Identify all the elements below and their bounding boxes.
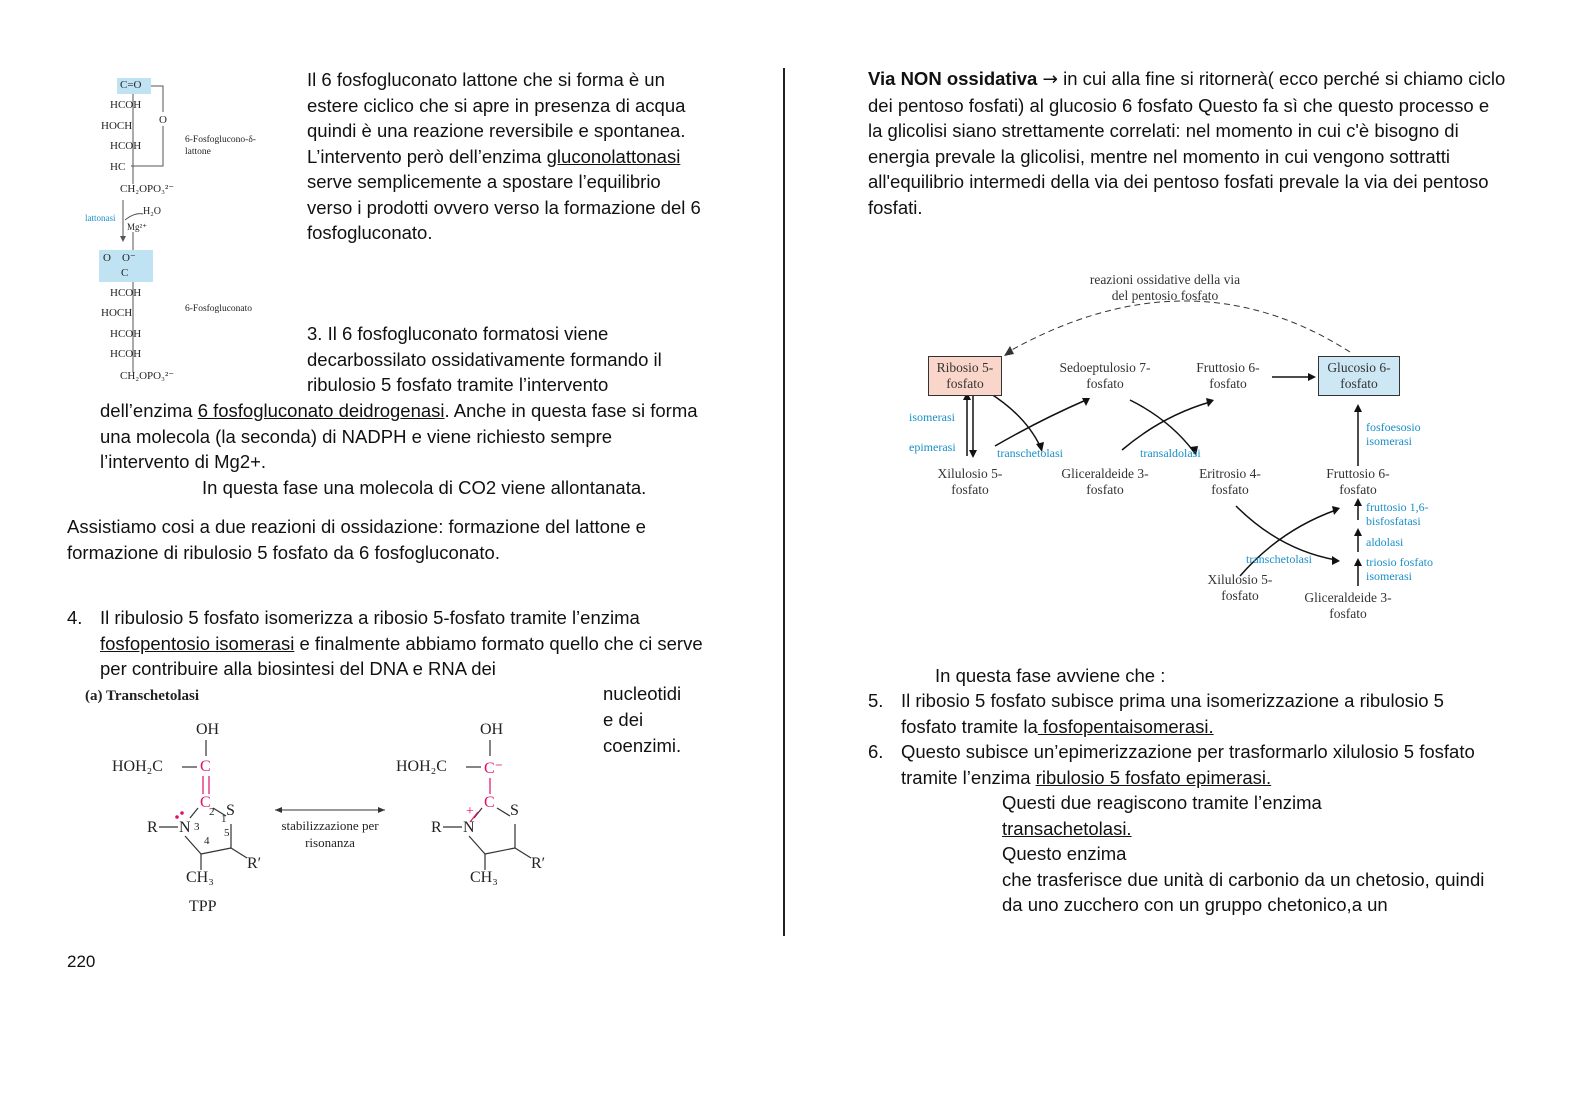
deidrogenasi-link: 6 fosfogluconato deidrogenasi (197, 400, 445, 421)
fosfoesosio-label: fosfoesosio isomerasi (1366, 420, 1421, 448)
item-4-text (100, 605, 710, 682)
final-text-2: Questo enzima (1002, 843, 1127, 864)
tpp2-sulfur: S (510, 802, 519, 819)
gluconate-line-3: HCOH (110, 328, 142, 340)
tpp-num-2: 2 (209, 806, 215, 818)
mg-label: Mg²⁺ (127, 222, 147, 232)
item-4-coenzimi: coenzimi. (603, 735, 682, 756)
tpp-hoh2c: HOH₂C (112, 758, 163, 775)
item-6-text-1: Questo subisce un’epimerizzazione per trasformarlo xilulosio 5 fosfato tramite l’enzima (901, 741, 1475, 788)
tpp-nitrogen: N (179, 819, 191, 836)
gluconate-name: 6-Fosfogluconato (185, 304, 253, 314)
tpp2-nitrogen: N (463, 819, 475, 836)
intro-paragraph (868, 66, 1508, 220)
diagram-top-label: reazioni ossidative della via del pentosio fosfato (1089, 272, 1241, 303)
carboxyl-oxygens: O O⁻ (103, 252, 136, 264)
epimerasi-label: epimerasi (909, 440, 956, 454)
paragraph-ossidazione: Assistiamo cosi a due reazioni di ossidazione: formazione del lattone e formazione di ribulosio 5 fosfato da 6 fosfogluconato. (67, 516, 646, 563)
water-label: H₂O (143, 206, 161, 217)
item-4-number: 4. (67, 607, 83, 628)
final-text-3: che trasferisce due unità di carbonio da un chetosio, quindi da uno zucchero con un gruppo chetonico,a un (1002, 868, 1485, 915)
tpp-sulfur: S (226, 802, 235, 819)
tpp2-ch3: CH₃ (470, 869, 498, 886)
eritrosio-label: Eritrosio 4-fosfato (1199, 466, 1261, 497)
lactone-line-2: HCOH (110, 99, 142, 111)
tpp2-r-prime: R′ (531, 855, 546, 872)
gluconate-line-1: HCOH (110, 287, 142, 299)
intro-bold: Via NON ossidativa (868, 68, 1043, 89)
pathway-diagram (900, 270, 1470, 630)
lactone-name: 6-Fosfoglucono-δ-lattone (185, 135, 256, 157)
sedoeptulosio-label: Sedoeptulosio 7-fosfato (1059, 360, 1151, 391)
item-6-number: 6. (868, 741, 884, 762)
tpp-title: (a) Transchetolasi (85, 688, 200, 704)
tpp2-oh: OH (480, 721, 504, 738)
co2-sentence: In questa fase una molecola di CO2 viene allontanata. (202, 477, 647, 498)
triosio-label: triosio fosfato isomerasi (1366, 555, 1433, 583)
tpp2-carbon-2: C (484, 794, 495, 811)
carboxyl-carbon: C (121, 267, 129, 279)
item-6-text (901, 739, 1501, 790)
epimerasi-link: ribulosio 5 fosfato epimerasi. (1035, 766, 1272, 788)
step-3-text-3: . Anche in questa fase si forma una molecola (la seconda) di NADPH e viene richiesto sempre l’intervento di Mg2+. (100, 400, 698, 472)
isomerasi-link: fosfopentosio isomerasi (100, 632, 295, 654)
intro-arrow: → (1042, 69, 1058, 90)
item-5-text (901, 688, 1501, 739)
item-5-text-1: Il ribosio 5 fosfato subisce prima una isomerizzazione a ribulosio 5 fosfato tramite la (901, 690, 1444, 737)
lactone-line-1: C=O (120, 79, 142, 91)
paragraph-lattone-text-1: Il 6 fosfogluconato lattone che si forma è un estere ciclico che si apre in presenza di acqua quindi è una reazione reversibile e spontanea. L’intervento però dell’enzima (307, 69, 686, 167)
item-4-edei: e dei (603, 709, 644, 730)
tpp2-plus: + (466, 804, 474, 819)
tpp-ch3: CH₃ (186, 869, 214, 886)
gluconate-line-5: CH₂OPO₃²⁻ (120, 370, 175, 382)
paragraph-step-3-cont (100, 398, 700, 475)
tpp-r-prime: R′ (247, 855, 262, 872)
fruttosio-bisfosfatasi-label: fruttosio 1,6-bisfosfatasi (1366, 500, 1429, 528)
item-4-text-1: Il ribulosio 5 fosfato isomerizza a ribosio 5-fosfato tramite l’enzima (100, 607, 640, 628)
fruttosio-top-label: Fruttosio 6-fosfato (1196, 360, 1260, 391)
tpp-oh: OH (196, 721, 220, 738)
paragraph-step-3 (307, 321, 707, 398)
transaldolasi-label: transaldolasi (1140, 446, 1201, 460)
page-number: 220 (67, 952, 96, 971)
phase-heading: In questa fase avviene che : (935, 665, 1166, 686)
gluconate-line-2: HOCH (101, 307, 133, 319)
gluconate-line-4: HCOH (110, 348, 142, 360)
tpp-carbon-2: C (200, 794, 211, 811)
lactone-line-6: CH₂OPO₃²⁻ (120, 183, 175, 195)
final-paragraph (1002, 790, 1502, 918)
lactone-line-5: HC (110, 161, 126, 173)
lactone-line-4: HCOH (110, 140, 142, 152)
xilulosio-label: Xilulosio 5-fosfato (937, 466, 1003, 497)
gluconate-structure (95, 246, 285, 396)
item-4-text-2: e finalmente abbiamo formato quello che ci serve per contribuire alla biosintesi del DNA e RNA dei (100, 632, 703, 679)
tpp2-carbanion: C⁻ (484, 760, 504, 777)
resonance-label: stabilizzazione per risonanza (281, 818, 379, 850)
ring-oxygen: O (159, 114, 167, 126)
paragraph-lattone-text-2: serve semplicemente a spostare l’equilibrio verso i prodotti ovvero verso la formazione del 6 fosfogluconato. (307, 171, 701, 243)
glucosio-box: Glucosio 6-fosfato (1318, 356, 1400, 396)
step-3-text-2: dell’enzima (100, 400, 198, 421)
tpp-r: R (147, 819, 158, 836)
step-3-text-1: 3. Il 6 fosfogluconato formatosi viene decarbossilato ossidativamente formando il ribulosio 5 fosfato tramite l’intervento (307, 323, 662, 395)
gliceraldeide-lower-label: Gliceraldeide 3-fosfato (1304, 590, 1392, 621)
tpp2-hoh2c: HOH₂C (396, 758, 447, 775)
intro-text: in cui alla fine si ritornerà( ecco perché si chiamo ciclo dei pentoso fosfati) al glucosio 6 fosfato Questo fa sì che questo processo e la glicolisi siano strettamente correlati: nel momento in cui c'è bisogno di energia prevale la glicolisi, mentre nel momento in cui vengono sottratti all'equilibrio intermedi della via dei pentoso fosfati prevale la via dei pentoso fosfati. (868, 68, 1506, 218)
final-text-1: Questi due reagiscono tramite l’enzima (1002, 792, 1322, 813)
tpp-num-1: 1 (221, 813, 227, 825)
transchetolasi-lower-label: transchetolasi (1246, 552, 1312, 566)
tpp-figure (85, 688, 585, 918)
item-5-number: 5. (868, 690, 884, 711)
column-divider (783, 68, 785, 936)
lattonasi-label: lattonasi (85, 213, 116, 223)
gluconolattonasi-link: gluconolattonasi (546, 145, 681, 167)
tpp2-r: R (431, 819, 442, 836)
fosfopentaisomerasi-link: fosfopentaisomerasi. (1037, 715, 1214, 737)
aldolasi-label: aldolasi (1366, 535, 1404, 549)
paragraph-lattone (307, 67, 702, 246)
transachetolasi-link: transachetolasi. (1002, 817, 1132, 839)
tpp-name: TPP (189, 898, 217, 915)
fruttosio-bottom-label: Fruttosio 6-fosfato (1326, 466, 1390, 497)
item-4-nucleotidi: nucleotidi (603, 683, 682, 704)
gliceraldeide-label: Gliceraldeide 3-fosfato (1061, 466, 1149, 497)
lactone-line-3: HOCH (101, 120, 133, 132)
xilulosio-lower-label: Xilulosio 5-fosfato (1207, 572, 1273, 603)
tpp-carbon-top: C (200, 758, 211, 775)
ribosio-box: Ribosio 5-fosfato (928, 356, 1002, 396)
tpp-num-3: 3 (194, 821, 200, 833)
tpp-num-4: 4 (204, 835, 210, 847)
isomerasi-label: isomerasi (909, 410, 955, 424)
tpp-num-5: 5 (224, 827, 230, 839)
transchetolasi-label: transchetolasi (997, 446, 1063, 460)
